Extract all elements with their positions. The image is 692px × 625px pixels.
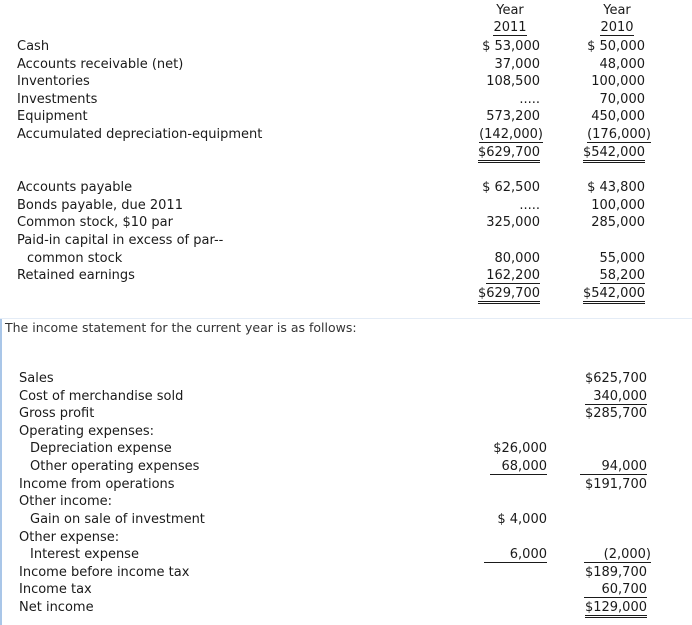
- is-label-other-expense: Other expense:: [19, 530, 120, 545]
- asset-2011-equipment: 573,200: [486, 109, 540, 124]
- liab-label-paid-in: Paid-in capital in excess of par--: [17, 233, 224, 248]
- asset-2011-investments: .....: [519, 92, 540, 107]
- income-frame-left-border: [0, 318, 2, 625]
- is-label-depreciation: Depreciation expense: [30, 441, 172, 456]
- is-right-other-net: (2,000): [584, 547, 651, 563]
- asset-2010-cash: $ 50,000: [587, 39, 645, 54]
- asset-2011-ar: 37,000: [494, 57, 540, 72]
- liab-label-common: Common stock, $10 par: [17, 215, 173, 230]
- header-2011: [475, 2, 545, 36]
- is-mid-interest: 6,000: [484, 547, 547, 563]
- is-label-cogs: Cost of merchandise sold: [19, 389, 184, 404]
- is-label-income-tax: Income tax: [19, 582, 92, 597]
- liab-2011-retained: 162,200: [486, 268, 540, 283]
- liab-2011-paid-in: 80,000: [494, 251, 540, 266]
- is-label-other-income: Other income:: [19, 494, 113, 509]
- asset-label-equipment: Equipment: [17, 109, 88, 124]
- asset-label-cash: Cash: [17, 39, 50, 54]
- liab-2010-ap: $ 43,800: [587, 180, 645, 195]
- header-2010-label: 2010: [600, 20, 634, 35]
- liab-label-bonds: Bonds payable, due 2011: [17, 198, 183, 213]
- header-2010-year: Year: [603, 3, 631, 18]
- header-2011-label: 2011: [493, 20, 527, 35]
- liab-label-ap: Accounts payable: [17, 180, 133, 195]
- liab-2011-ap: $ 62,500: [482, 180, 540, 195]
- assets-total-2011: $629,700: [478, 145, 540, 163]
- is-right-gross-profit: $285,700: [584, 406, 647, 421]
- is-right-net-income: $129,000: [585, 600, 647, 618]
- assets-total-2010: $542,000: [583, 145, 645, 163]
- is-label-net-income: Net income: [19, 600, 94, 615]
- asset-label-inventories: Inventories: [17, 74, 90, 89]
- asset-2011-accum-dep: (142,000): [479, 127, 543, 142]
- is-label-gain-sale: Gain on sale of investment: [30, 512, 205, 527]
- is-right-sales: $625,700: [584, 371, 647, 386]
- is-mid-depreciation: $26,000: [493, 441, 547, 456]
- asset-2011-cash: $ 53,000: [482, 39, 540, 54]
- is-mid-other-operating: 68,000: [490, 459, 548, 475]
- asset-label-ar: Accounts receivable (net): [17, 57, 184, 72]
- is-label-sales: Sales: [19, 371, 54, 386]
- liab-2010-bonds: 100,000: [591, 198, 645, 213]
- liab-2011-common: 325,000: [486, 215, 540, 230]
- liab-2010-paid-in: 55,000: [599, 251, 645, 266]
- is-right-cogs: 340,000: [585, 389, 647, 405]
- asset-2010-inventories: 100,000: [591, 74, 645, 89]
- is-right-operating-total: 94,000: [580, 459, 648, 475]
- liab-label-retained: Retained earnings: [17, 268, 135, 283]
- is-right-income-before-tax: $189,700: [584, 565, 647, 580]
- header-2011-year: Year: [496, 3, 524, 18]
- is-label-income-ops: Income from operations: [19, 477, 175, 492]
- asset-2010-accum-dep: (176,000): [587, 127, 651, 142]
- liab-total-2011: $629,700: [478, 286, 540, 304]
- asset-label-accum-dep: Accumulated depreciation-equipment: [17, 127, 263, 142]
- is-label-income-before-tax: Income before income tax: [19, 565, 190, 580]
- asset-2011-inventories: 108,500: [486, 74, 540, 89]
- header-2010: [582, 2, 652, 36]
- is-label-operating-expenses: Operating expenses:: [19, 424, 155, 439]
- asset-2010-equipment: 450,000: [591, 109, 645, 124]
- is-right-income-ops: $191,700: [584, 477, 647, 492]
- liab-label-paid-in-common: common stock: [27, 251, 123, 266]
- income-intro-text: The income statement for the current year is as follows:: [5, 320, 357, 335]
- is-mid-gain-sale: $ 4,000: [497, 512, 547, 527]
- liab-2010-common: 285,000: [591, 215, 645, 230]
- asset-2010-ar: 48,000: [599, 57, 645, 72]
- liab-2010-retained: 58,200: [599, 268, 645, 283]
- is-right-income-tax: 60,700: [584, 582, 648, 598]
- asset-2010-investments: 70,000: [599, 92, 645, 107]
- liab-2011-bonds: .....: [519, 198, 540, 213]
- asset-label-investments: Investments: [17, 92, 98, 107]
- liab-total-2010: $542,000: [583, 286, 645, 304]
- is-label-other-operating: Other operating expenses: [30, 459, 200, 474]
- is-label-interest: Interest expense: [30, 547, 139, 562]
- is-label-gross-profit: Gross profit: [19, 406, 95, 421]
